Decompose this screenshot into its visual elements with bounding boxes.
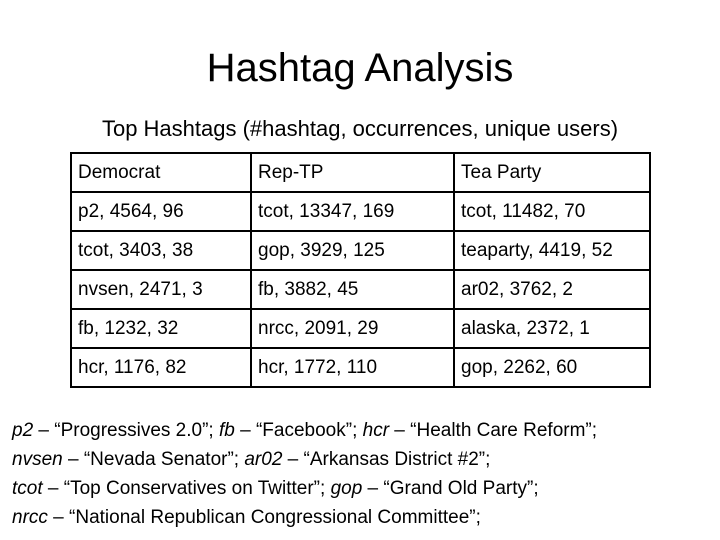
abbr-term: nvsen (12, 449, 63, 470)
abbr-term: p2 (12, 420, 34, 441)
table-cell: hcr, 1772, 110 (251, 348, 454, 387)
abbr-term: fb (218, 420, 235, 441)
slide-title: Hashtag Analysis (206, 46, 514, 90)
table-row (71, 309, 650, 348)
table-cell: gop, 2262, 60 (454, 348, 650, 387)
table-cell: hcr, 1176, 82 (71, 348, 251, 387)
abbr-definition: – “Health Care Reform”; (389, 420, 598, 441)
hashtag-table (70, 152, 651, 388)
table-row (71, 348, 650, 387)
table-header-row (71, 153, 650, 192)
header-tea-party: Tea Party (454, 153, 650, 192)
abbr-definition: – “National Republican Congressional Committee”; (47, 507, 481, 528)
notes-line (12, 445, 712, 474)
header-democrat: Democrat (71, 153, 251, 192)
table-cell: tcot, 3403, 38 (71, 231, 251, 270)
abbr-definition: – “Progressives 2.0”; (33, 420, 219, 441)
table-cell: p2, 4564, 96 (71, 192, 251, 231)
table-cell: teaparty, 4419, 52 (454, 231, 650, 270)
table-row (71, 270, 650, 309)
table-cell: gop, 3929, 125 (251, 231, 454, 270)
table-row (71, 231, 650, 270)
table-cell: tcot, 11482, 70 (454, 192, 650, 231)
abbr-term: nrcc (12, 507, 48, 528)
abbr-term: tcot (12, 478, 43, 499)
notes-line (12, 416, 712, 445)
abbr-definition: – “Facebook”; (234, 420, 363, 441)
abbreviation-notes (12, 416, 712, 532)
table-cell: fb, 3882, 45 (251, 270, 454, 309)
abbr-definition: – “Top Conservatives on Twitter”; (42, 478, 331, 499)
table-cell: fb, 1232, 32 (71, 309, 251, 348)
notes-line (12, 474, 712, 503)
table-row (71, 192, 650, 231)
abbr-definition: – “Grand Old Party”; (362, 478, 539, 499)
table-cell: ar02, 3762, 2 (454, 270, 650, 309)
table-cell: tcot, 13347, 169 (251, 192, 454, 231)
abbr-term: hcr (362, 420, 390, 441)
abbr-definition: – “Arkansas District #2”; (282, 449, 491, 470)
abbr-term: ar02 (244, 449, 283, 470)
abbr-definition: – “Nevada Senator”; (62, 449, 245, 470)
table-cell: alaska, 2372, 1 (454, 309, 650, 348)
table-caption: Top Hashtags (#hashtag, occurrences, unique users) (101, 116, 619, 141)
table-cell: nvsen, 2471, 3 (71, 270, 251, 309)
header-rep-tp: Rep-TP (251, 153, 454, 192)
abbr-term: gop (330, 478, 363, 499)
notes-line (12, 503, 712, 532)
table-cell: nrcc, 2091, 29 (251, 309, 454, 348)
